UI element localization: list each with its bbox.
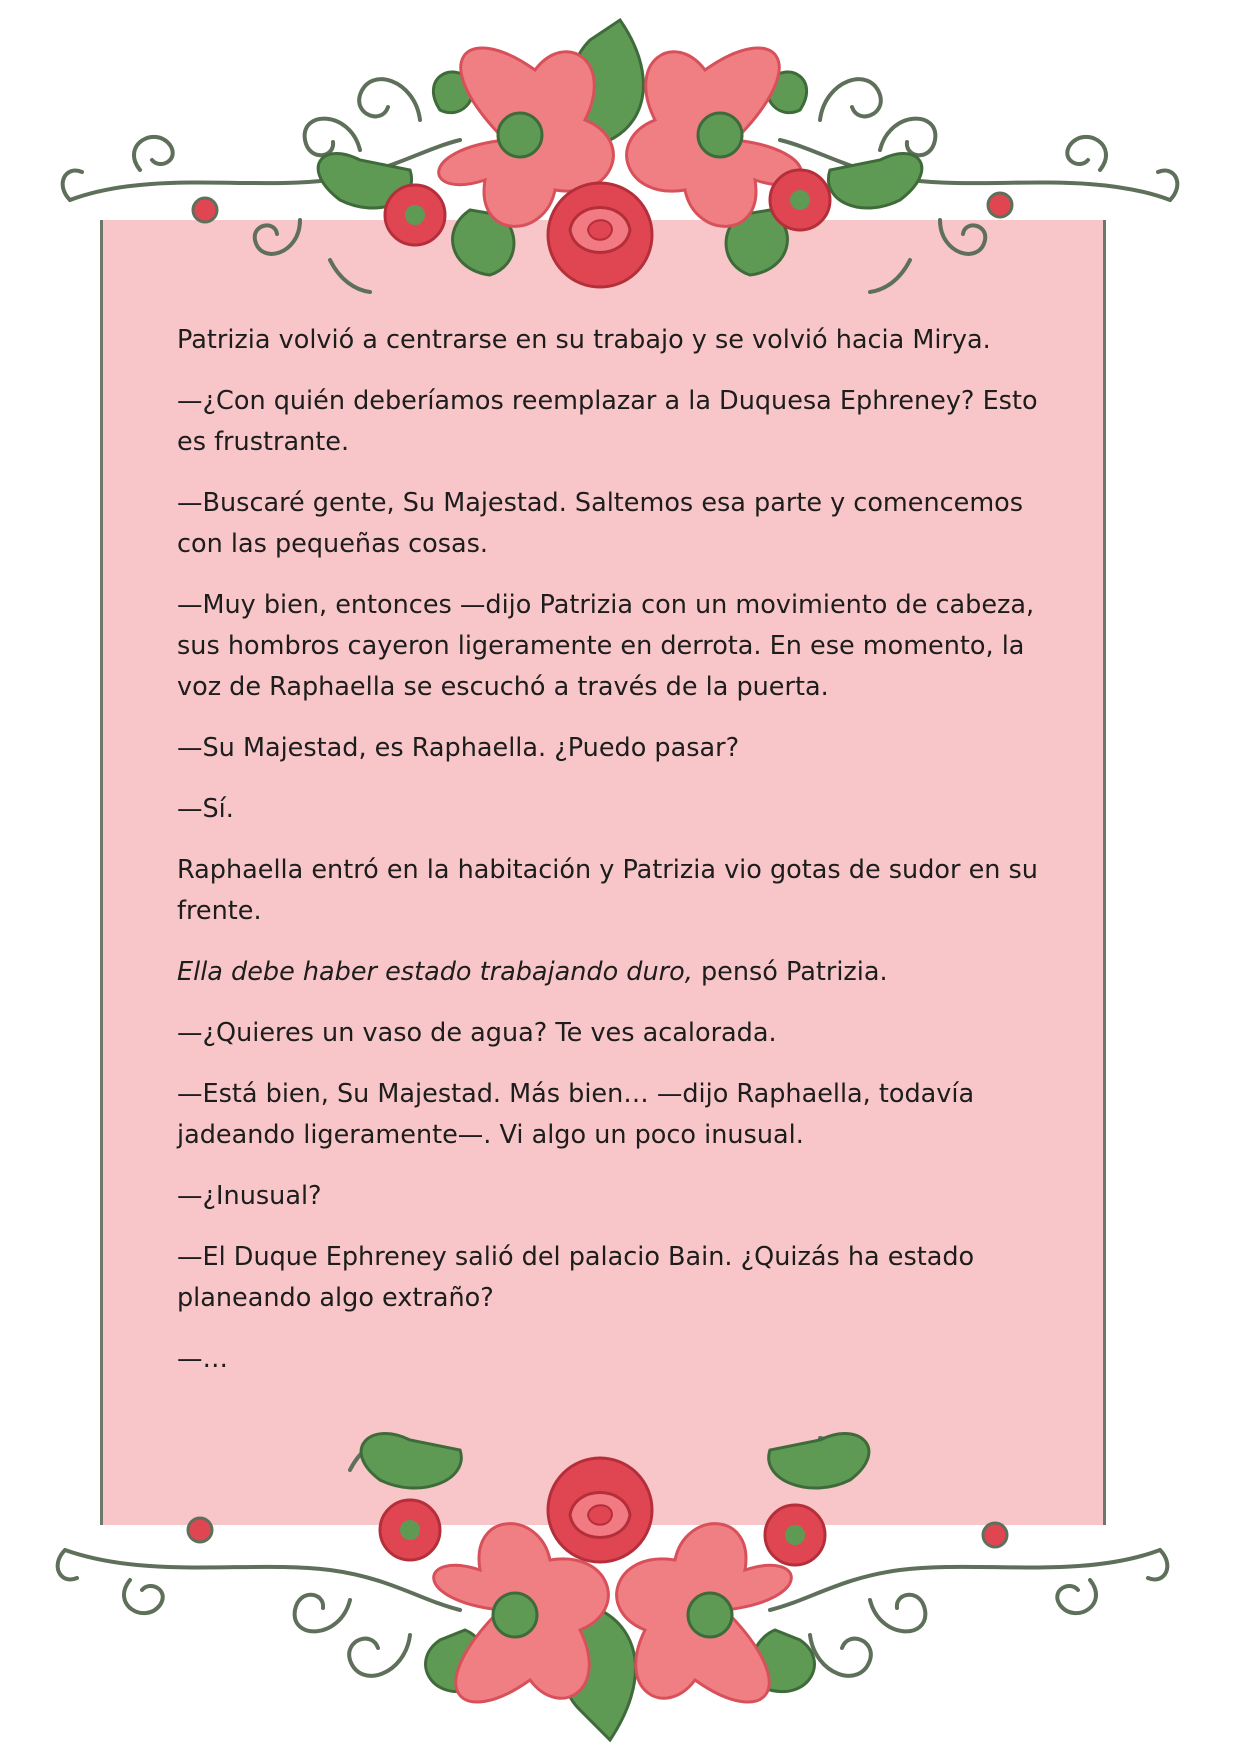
paragraph-with-italic [177, 952, 1057, 993]
paragraph-tail: pensó Patrizia. [692, 957, 888, 987]
paragraph: Patrizia volvió a centrarse en su trabajo y se volvió hacia Mirya. [177, 325, 991, 355]
paragraph: —Buscaré gente, Su Majestad. Saltemos esa parte y comencemos con las pequeñas cosas. [177, 488, 1024, 559]
bottom-center-rose [548, 1458, 652, 1562]
bottom-left-small-flower [380, 1500, 440, 1560]
bottom-right-small-flower [765, 1505, 825, 1565]
paragraph: —Muy bien, entonces —dijo Patrizia con un movimiento de cabeza, sus hombros cayeron ligeramente en derrota. En ese momento, la voz de Raphaella se escuchó a través de la puerta. [177, 590, 1035, 702]
top-left-bud [193, 198, 217, 222]
paragraph: —El Duque Ephreney salió del palacio Bain. ¿Quizás ha estado planeando algo extraño? [177, 1242, 975, 1313]
top-right-small-flower [770, 170, 830, 230]
bottom-left-bud [188, 1518, 212, 1542]
top-right-bud [988, 193, 1012, 217]
paragraph: —¿Quieres un vaso de agua? Te ves acalorada. [177, 1018, 777, 1048]
paragraph: —¿Con quién deberíamos reemplazar a la Duquesa Ephreney? Esto es frustrante. [177, 386, 1038, 457]
bottom-right-flower [617, 1524, 792, 1702]
top-center-rose [548, 183, 652, 287]
bottom-right-bud [983, 1523, 1007, 1547]
top-left-small-flower [385, 185, 445, 245]
paragraph: —… [177, 1344, 228, 1374]
paragraph: —¿Inusual? [177, 1181, 322, 1211]
story-text [177, 320, 1057, 1400]
italic-thought: Ella debe haber estado trabajando duro, [177, 957, 693, 987]
paragraph: —Su Majestad, es Raphaella. ¿Puedo pasar? [177, 733, 740, 763]
paragraph: Raphaella entró en la habitación y Patrizia vio gotas de sudor en su frente. [177, 855, 1038, 926]
paragraph: —Sí. [177, 794, 234, 824]
top-floral-ornament [0, 0, 1240, 330]
bottom-floral-ornament [0, 1410, 1240, 1754]
paragraph: —Está bien, Su Majestad. Más bien… —dijo Raphaella, todavía jadeando ligeramente—. Vi algo un poco inusual. [177, 1079, 975, 1150]
